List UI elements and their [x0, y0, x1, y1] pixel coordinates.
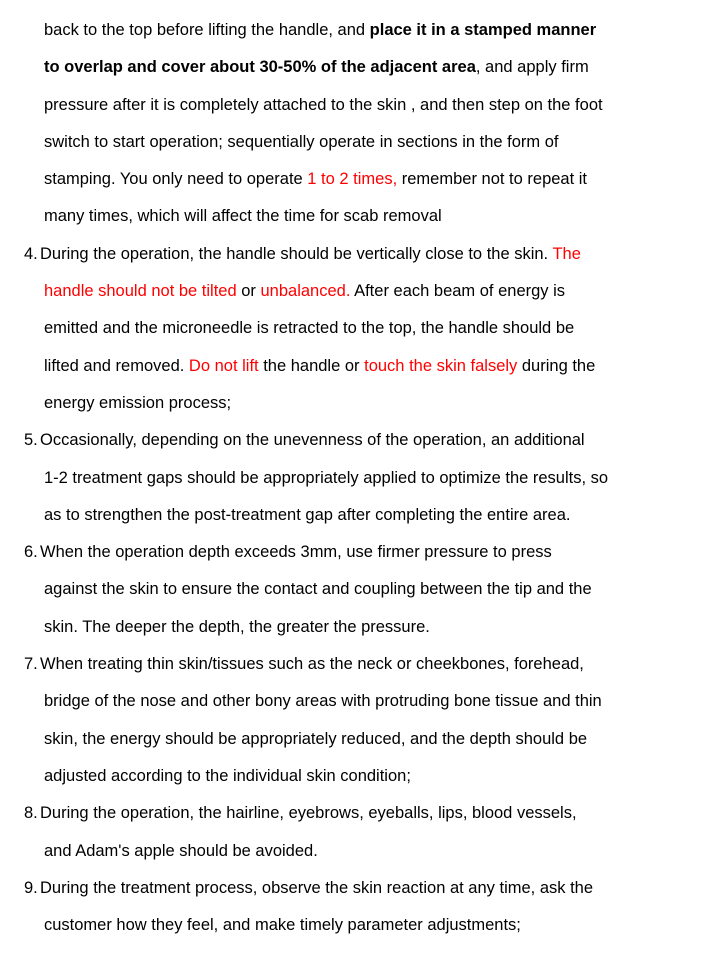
text-segment: as to strengthen the post-treatment gap after completing the entire area. [44, 505, 571, 524]
text-segment: emitted and the microneedle is retracted to the top, the handle should be [44, 319, 575, 338]
text-line [44, 721, 705, 758]
list-number: 6. [24, 543, 38, 562]
text-line [44, 833, 705, 870]
text-segment: many times, which will affect the time for scab removal [44, 207, 442, 226]
text-segment: skin, the energy should be appropriately reduced, and the depth should be [44, 729, 588, 748]
text-segment: After each beam of energy is [350, 282, 566, 301]
text-segment: back to the top before lifting the handle, and [44, 21, 370, 39]
numbered-list-line [24, 795, 705, 832]
text-segment: When the operation depth exceeds 3mm, use firmer pressure to press [40, 543, 552, 562]
bold-text: place it in a stamped manner [369, 21, 597, 39]
emphasized-red-text: touch the skin falsely [364, 356, 518, 375]
text-segment: Occasionally, depending on the unevenness of the operation, an additional [40, 431, 585, 450]
text-segment: bridge of the nose and other bony areas with protruding bone tissue and thin [44, 692, 602, 711]
text-segment: stamping. You only need to operate [44, 170, 308, 189]
text-line [44, 497, 705, 534]
text-line [44, 198, 705, 235]
text-line [44, 460, 705, 497]
list-number: 5. [24, 431, 38, 450]
text-line [44, 683, 705, 720]
text-segment: energy emission process; [44, 393, 232, 412]
text-line [44, 310, 705, 347]
text-line [44, 348, 705, 385]
text-line [44, 907, 705, 944]
text-segment: adjusted according to the individual skin condition; [44, 766, 411, 785]
numbered-list-line [24, 646, 705, 683]
emphasized-red-text: handle should not be tilted [44, 282, 237, 301]
text-line [44, 87, 705, 124]
text-line [44, 124, 705, 161]
text-segment: , and apply firm [475, 58, 589, 77]
text-line [44, 571, 705, 608]
list-number: 8. [24, 804, 38, 823]
text-segment: pressure after it is completely attached to the skin , and then step on the foot [44, 95, 603, 114]
text-segment: switch to start operation; sequentially operate in sections in the form of [44, 132, 559, 151]
text-line [44, 161, 705, 198]
text-line [44, 273, 705, 310]
text-segment: the handle or [258, 356, 365, 375]
emphasized-red-text: The [552, 244, 581, 263]
list-number: 7. [24, 655, 38, 674]
text-line [44, 385, 705, 422]
numbered-list-line [24, 422, 705, 459]
text-segment: customer how they feel, and make timely parameter adjustments; [44, 916, 521, 935]
text-segment: 1-2 treatment gaps should be appropriately applied to optimize the results, so [44, 468, 609, 487]
emphasized-red-text: unbalanced. [260, 282, 351, 301]
text-segment: lifted and removed. [44, 356, 189, 375]
numbered-list-line [24, 534, 705, 571]
text-line [44, 609, 705, 646]
text-line [44, 49, 705, 86]
bold-text: to overlap and cover about 30-50% of the adjacent area [44, 58, 476, 77]
text-line [44, 12, 705, 49]
text-line [44, 758, 705, 795]
text-segment: When treating thin skin/tissues such as the neck or cheekbones, forehead, [40, 655, 584, 674]
numbered-list-line [24, 870, 705, 907]
text-segment: skin. The deeper the depth, the greater the pressure. [44, 617, 430, 636]
list-number: 9. [24, 878, 38, 897]
text-segment: against the skin to ensure the contact and coupling between the tip and the [44, 580, 592, 599]
text-segment: During the treatment process, observe the skin reaction at any time, ask the [40, 878, 594, 897]
text-segment: remember not to repeat it [397, 170, 588, 189]
numbered-list-line [24, 236, 705, 273]
emphasized-red-text: 1 to 2 times, [307, 170, 398, 189]
emphasized-red-text: Do not lift [188, 356, 259, 375]
list-number: 4. [24, 244, 38, 263]
text-segment: or [236, 282, 261, 301]
text-segment: During the operation, the hairline, eyebrows, eyeballs, lips, blood vessels, [40, 804, 577, 823]
text-segment: and Adam's apple should be avoided. [44, 841, 318, 860]
text-segment: during the [517, 356, 596, 375]
text-segment: During the operation, the handle should be vertically close to the skin. [40, 244, 553, 263]
